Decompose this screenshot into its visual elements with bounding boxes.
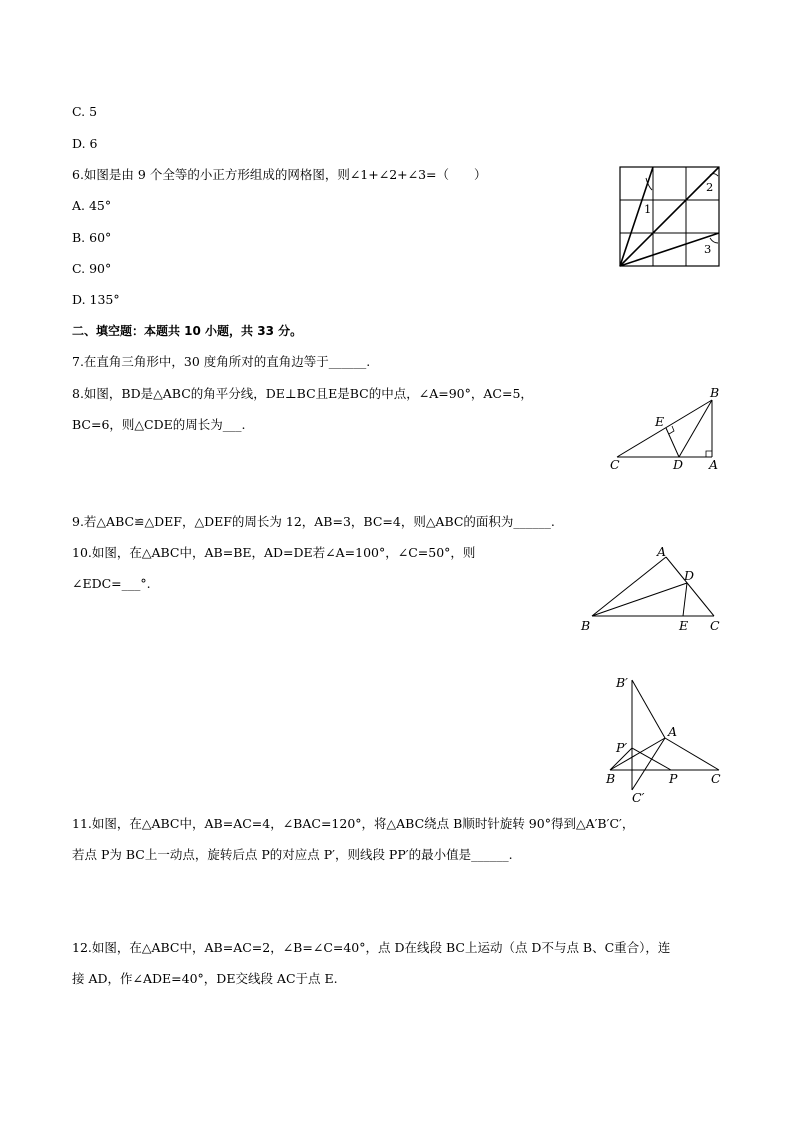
q10-label-e: E — [679, 618, 689, 633]
angle-1-label: 1 — [644, 202, 652, 216]
q11-label-p-prime: P′ — [616, 740, 628, 755]
q8-label-a: A — [709, 457, 719, 472]
q6-option-c: C. 90° — [72, 261, 112, 276]
q6-option-a: A. 45° — [72, 198, 112, 213]
figure-q10 — [578, 542, 724, 636]
q11-label-p: P — [669, 771, 678, 786]
option-d-prev: D. 6 — [72, 136, 98, 151]
q8-label-c: C — [610, 457, 620, 472]
option-c-prev: C. 5 — [72, 104, 98, 119]
question-11-line2: 若点 P为 BC上一动点，旋转后点 P的对应点 P′，则线段 PP′的最小值是______. — [72, 847, 513, 862]
question-9: 9.若△ABC≌△DEF，△DEF的周长为 12，AB=3，BC=4，则△ABC的面积为______. — [72, 514, 555, 529]
question-10-line1: 10.如图，在△ABC中，AB=BE，AD=DE若∠A=100°，∠C=50°，则 — [72, 545, 476, 560]
q8-label-b: B — [710, 385, 720, 400]
question-11-line1: 11.如图，在△ABC中，AB=AC=4，∠BAC=120°，将△ABC绕点 B顺时针旋转 90°得到△A′B′C′， — [72, 816, 635, 831]
q10-label-d: D — [684, 568, 695, 583]
q11-label-b: B — [606, 771, 616, 786]
question-10-line2: ∠EDC=___°. — [72, 576, 151, 591]
figure-q11 — [604, 672, 726, 808]
q11-label-a: A — [668, 724, 678, 739]
q10-label-b: B — [581, 618, 591, 633]
question-12-line2: 接 AD，作∠ADE=40°，DE交线段 AC于点 E. — [72, 971, 338, 986]
question-12-line1: 12.如图，在△ABC中，AB=AC=2，∠B=∠C=40°，点 D在线段 BC上运动（点 D不与点 B、C重合），连 — [72, 940, 671, 955]
q10-label-c: C — [710, 618, 720, 633]
question-7: 7.在直角三角形中，30 度角所对的直角边等于______. — [72, 354, 371, 369]
q8-label-e: E — [655, 414, 665, 429]
q8-label-d: D — [673, 457, 684, 472]
section-heading: 二、填空题：本题共 10 小题，共 33 分。 — [72, 324, 303, 338]
q11-label-b-prime: B′ — [616, 675, 629, 690]
question-8-line1: 8.如图，BD是△ABC的角平分线，DE⊥BC且E是BC的中点，∠A=90°，AC=5， — [72, 386, 533, 401]
figure-q8 — [604, 383, 726, 473]
angle-3-label: 3 — [704, 242, 712, 256]
q11-label-c: C — [711, 771, 721, 786]
q11-label-c-prime: C′ — [632, 790, 645, 805]
angle-2-label: 2 — [706, 180, 714, 194]
question-6: 6.如图是由 9 个全等的小正方形组成的网格图，则∠1+∠2+∠3=（ ） — [72, 167, 487, 182]
q6-option-b: B. 60° — [72, 230, 112, 245]
q6-option-d: D. 135° — [72, 292, 120, 307]
q10-label-a: A — [657, 544, 667, 559]
question-8-line2: BC=6，则△CDE的周长为___. — [72, 417, 246, 432]
grid-figure — [614, 162, 726, 272]
